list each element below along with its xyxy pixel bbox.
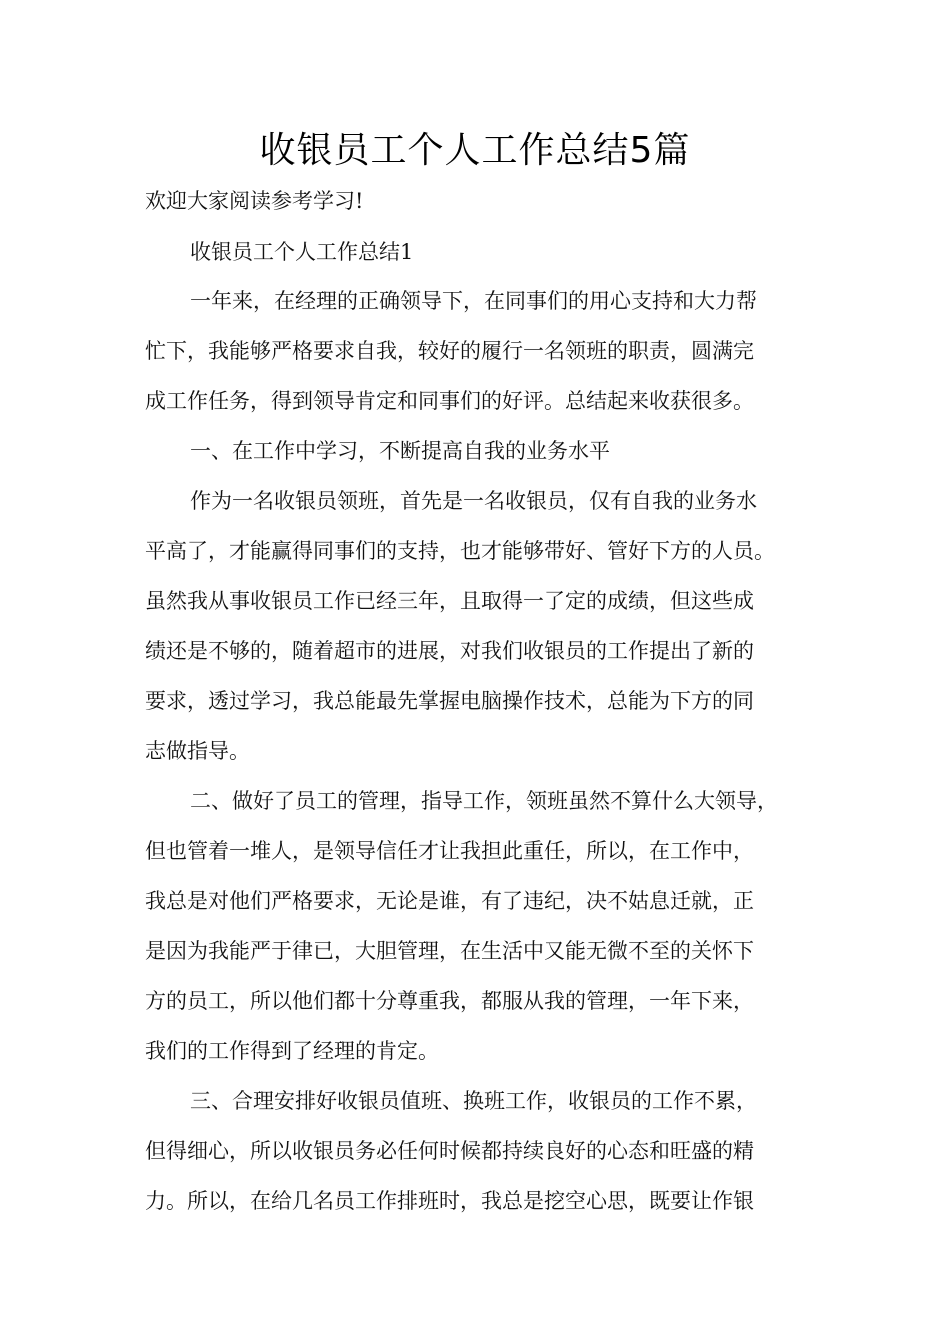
paragraph-line: 要求，透过学习，我总能最先掌握电脑操作技术，总能为下方的同: [145, 689, 754, 713]
paragraph-line: 我们的工作得到了经理的肯定。: [145, 1039, 439, 1063]
paragraph-line: 二、做好了员工的管理，指导工作，领班虽然不算什么大领导，: [190, 789, 778, 813]
paragraph-line: 是因为我能严于律已，大胆管理，在生活中又能无微不至的关怀下: [145, 939, 754, 963]
paragraph-line: 志做指导。: [145, 739, 250, 763]
paragraph-line: 我总是对他们严格要求，无论是谁，有了违纪，决不姑息迁就，正: [145, 889, 754, 913]
paragraph-line: 成工作任务，得到领导肯定和同事们的好评。总结起来收获很多。: [145, 389, 754, 413]
document-title: 收银员工个人工作总结5篇: [259, 130, 691, 171]
paragraph-line: 力。所以，在给几名员工作排班时，我总是挖空心思，既要让作银: [145, 1189, 754, 1213]
paragraph-line: 绩还是不够的，随着超市的进展，对我们收银员的工作提出了新的: [145, 639, 754, 663]
section-heading: 收银员工个人工作总结1: [190, 240, 414, 264]
paragraph-line: 一年来，在经理的正确领导下，在同事们的用心支持和大力帮: [190, 289, 757, 313]
subsection-heading: 一、在工作中学习，不断提高自我的业务水平: [190, 439, 610, 463]
paragraph-line: 忙下，我能够严格要求自我，较好的履行一名领班的职责，圆满完: [145, 339, 754, 363]
paragraph-line: 平高了，才能赢得同事们的支持，也才能够带好、管好下方的人员。: [145, 539, 775, 563]
paragraph-line: 三、合理安排好收银员值班、换班工作，收银员的工作不累，: [190, 1089, 757, 1113]
paragraph-line: 但也管着一堆人，是领导信任才让我担此重任，所以，在工作中，: [145, 839, 754, 863]
paragraph-line: 作为一名收银员领班，首先是一名收银员，仅有自我的业务水: [190, 489, 757, 513]
paragraph-line: 虽然我从事收银员工作已经三年，且取得一了定的成绩，但这些成: [145, 589, 754, 613]
paragraph-line: 但得细心，所以收银员务必任何时候都持续良好的心态和旺盛的精: [145, 1139, 754, 1163]
greeting-line: 欢迎大家阅读参考学习!: [145, 189, 364, 213]
paragraph-line: 方的员工，所以他们都十分尊重我，都服从我的管理，一年下来，: [145, 989, 754, 1013]
